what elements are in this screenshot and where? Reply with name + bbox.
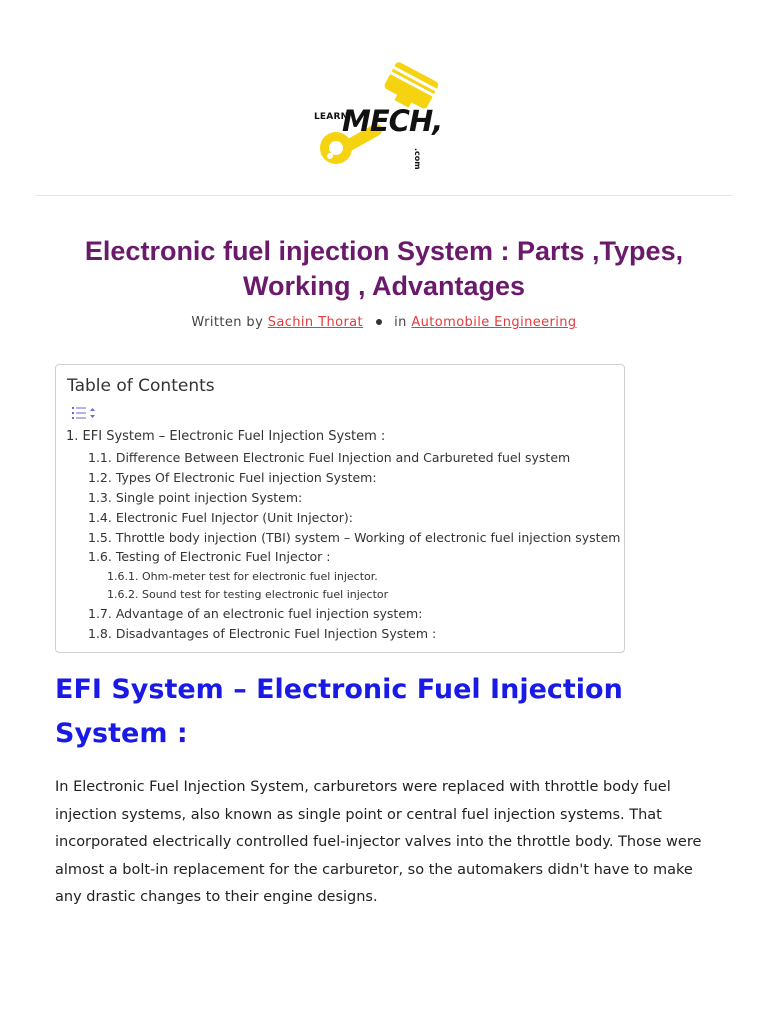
byline [0,315,768,330]
toc-link[interactable]: 1.8. Disadvantages of Electronic Fuel Injection System : [88,626,437,641]
toc-link[interactable]: 1.4. Electronic Fuel Injector (Unit Injector): [88,510,354,525]
section-heading: EFI System – Electronic Fuel Injection System : [55,674,623,749]
logo-com-text: .com [413,148,422,170]
site-logo[interactable] [314,60,454,170]
site-header [0,60,768,180]
toc-link[interactable]: 1.7. Advantage of an electronic fuel injection system: [88,606,423,621]
logo-mech-text: MECH, [342,104,443,138]
toc-title: Table of Contents [67,376,215,396]
logo-learn-text: LEARN [314,112,349,122]
toc-link[interactable]: 1.6.1. Ohm-meter test for electronic fuel injector. [107,570,378,583]
toc-link[interactable]: 1.2. Types Of Electronic Fuel injection System: [88,470,377,485]
toc-link[interactable]: 1.5. Throttle body injection (TBI) system – Working of electronic fuel injection system [88,530,621,545]
author-link[interactable]: Sachin Thorat [267,315,364,330]
toc-link[interactable]: 1. EFI System – Electronic Fuel Injection System : [66,429,386,444]
toc-link[interactable]: 1.1. Difference Between Electronic Fuel Injection and Carbureted fuel system [88,450,571,465]
post-title: Electronic fuel injection System : Parts ,Types, Working , Advantages [84,236,684,301]
category-link[interactable]: Automobile Engineering [411,315,577,330]
byline-prefix: Written by [191,315,264,330]
toc-toggle-icon[interactable] [72,406,98,420]
toc-link[interactable]: 1.3. Single point injection System: [88,490,303,505]
toc-link[interactable]: 1.6.2. Sound test for testing electronic fuel injector [107,588,389,601]
header-divider [36,195,732,196]
toc-link[interactable]: 1.6. Testing of Electronic Fuel Injector : [88,549,331,564]
section-paragraph: In Electronic Fuel Injection System, carburetors were replaced with throttle body fuel injection systems, also known as single point or central fuel injection systems. That incorporated electrically controlled fuel-injector valves into the throttle body. Those were almost a bolt-in replacement for the carburetor, so the automakers didn't have to make any drastic changes to their engine designs. [55,779,702,905]
byline-in: in [394,315,407,330]
table-of-contents [55,364,625,653]
bullet-dot-icon [376,319,382,325]
